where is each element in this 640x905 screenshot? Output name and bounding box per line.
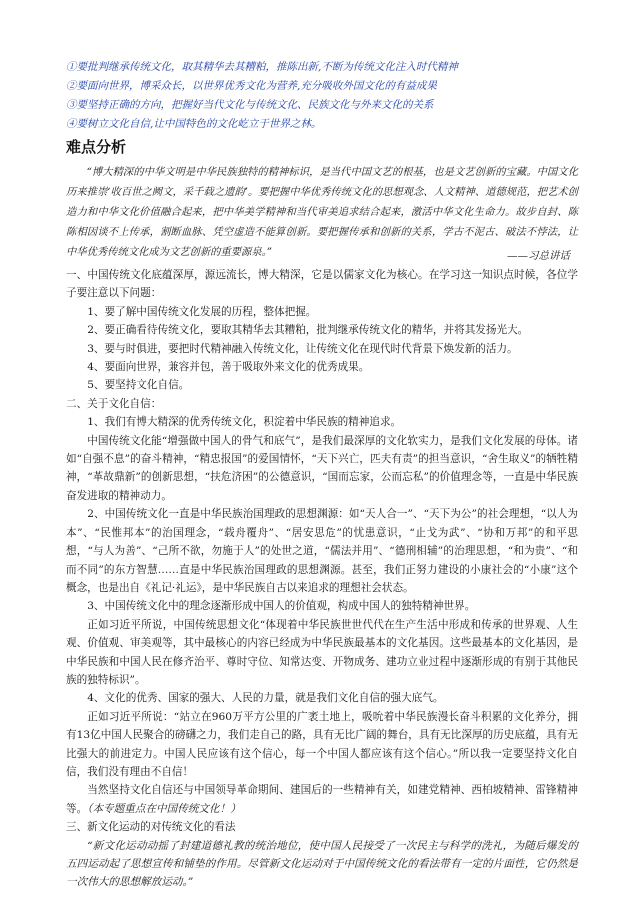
paragraph: 3、中国传统文化中的理念逐渐形成中国人的价值观，构成中国人的独特精神世界。 <box>87 600 476 613</box>
paragraph: 正如习近平所说，中国传统思想文化“体现着中华民族世世代代在生产生活中形成和传承的世界观、人生观、价值观、审美观等，其中最核心的内容已经成为中华民族最基本的文化基因。这些最基本的文化基因，是中华民族和中国人民在修齐治平、尊时守位、知常达变、开物成务、建功立业过程中逐渐形成的有别于其他民族的独特标识”。 <box>66 618 578 686</box>
paragraph: 1、我们有博大精深的优秀传统文化，积淀着中华民族的精神追求。 <box>87 416 402 429</box>
goal-item: ③要坚持正确的方向，把握好当代文化与传统文化、民族文化与外来文化的关系 <box>66 99 434 111</box>
paragraph: 正如习近平所说：“站立在960万平方公里的广袤土地上，吸吮着中华民族漫长奋斗积累的文化养分，拥有13亿中国人民聚合的磅礴之力，我们走自己的路，具有无比广阔的舞台，具有无比深厚的历史底蕴，具有无比强大的前进定力。中国人民应该有这个信心，每一个中国人都应该有这个信心。”所以我一定要坚持文化自信，我们没有理由不自信！ <box>66 710 578 778</box>
section-2-title: 二、关于文化自信： <box>66 397 162 410</box>
paragraph <box>66 781 578 818</box>
section-3-title: 三、新文化运动的对传统文化的看法 <box>66 821 236 834</box>
list-item: 4、要面向世界，兼容并包，善于吸取外来文化的优秀成果。 <box>87 361 370 374</box>
body-text <box>66 266 578 892</box>
list-item: 2、要正确看待传统文化，要取其精华去其糟粕，批判继承传统文化的精华，并将其发扬光大。 <box>87 324 529 337</box>
goal-item: ④要树立文化自信,让中国特色的文化屹立于世界之林。 <box>66 118 322 130</box>
goal-item: ①要批判继承传统文化，取其精华去其糟粕，推陈出新,不断为传统文化注入时代精神 <box>66 61 458 73</box>
list-item: 5、要坚持文化自信。 <box>87 379 190 392</box>
goal-item: ②要面向世界，博采众长，以世界优秀文化为营养,充分吸收外国文化的有益成果 <box>66 80 437 92</box>
list-item: 1、要了解中国传统文化发展的历程，整体把握。 <box>87 305 317 318</box>
paragraph: 4、文化的优秀、国家的强大、人民的力量，就是我们文化自信的强大底气。 <box>87 692 444 705</box>
section-heading: 难点分析 <box>66 138 127 156</box>
paragraph: 中国传统文化能“增强做中国人的骨气和底气”，是我们最深厚的文化软实力，是我们文化发展的母体。诸如“自强不息”的奋斗精神，“精忠报国”的爱国情怀，“天下兴亡，匹夫有责”的担当意识，“舍生取义”的牺牲精神，“革故鼎新”的创新思想，“扶危济困”的公德意识，“国而忘家，公而忘私”的价值理念等，一直是中华民族奋发进取的精神动力。 <box>66 434 578 502</box>
quote-paragraph: “新文化运动动摇了封建道德礼教的统治地位，使中国人民接受了一次民主与科学的洗礼，为随后爆发的五四运动起了思想宣传和铺垫的作用。尽管新文化运动对于中国传统文化的看法带有一定的片面性，它仍然是一次伟大的思想解放运动。” <box>66 839 578 889</box>
paragraph: 2、中国传统文化一直是中华民族治国理政的思想渊源：如“天人合一”、“天下为公”的社会理想，“以人为本”、“民惟邦本”的治国理念，“载舟覆舟”、“居安思危”的忧患意识，“止戈为武”、“协和万邦”的和平思想，“与人为善”、“己所不欲，勿施于人”的处世之道，“儒法并用”、“德刑相辅”的治理思想，“和为贵”、“和而不同”的东方智慧……直是中华民族治国理政的思想渊源。甚至，我们正努力建设的小康社会的“小康”这个概念，也是出自《礼记·礼运》，是中华民族自古以来追求的理想社会状态。 <box>66 508 578 594</box>
goals-list <box>66 58 586 134</box>
quote-signature: ——习总讲话 <box>507 250 570 262</box>
section-1-title: 一、中国传统文化底蕴深厚，源远流长，博大精深，它是以儒家文化为核心。在学习这一知识点时候，各位学子要注意以下问题： <box>66 269 578 300</box>
list-item: 3、要与时俱进，要把时代精神融入传统文化，让传统文化在现代时代背景下焕发新的活力。 <box>87 342 518 355</box>
paragraph-note: （本专题重点在中国传统文化！） <box>87 802 241 815</box>
speech-quote: “博大精深的中华文明是中华民族独特的精神标识，是当代中国文艺的根基，也是文艺创新的宝藏。中国文化历来推崇‘收百世之阙文，采千载之遗韵’。要把握中华优秀传统文化的思想观念、人文精神、道德规范，把艺术创造力和中华文化价值融合起来，把中华美学精神和当代审美追求结合起来，激活中华文化生命力。故步自封、陈陈相因谈不上传承，割断血脉、凭空虚造不能算创新。要把握传承和创新的关系，学古不泥古、破法不悖法，让中华优秀传统文化成为文艺创新的重要源泉。” <box>66 166 578 258</box>
paragraph-text: 当然坚持文化自信还与中国领导革命期间、建国后的一些精神有关，如建党精神、西柏坡精神、雷锋精神等。 <box>66 784 578 815</box>
